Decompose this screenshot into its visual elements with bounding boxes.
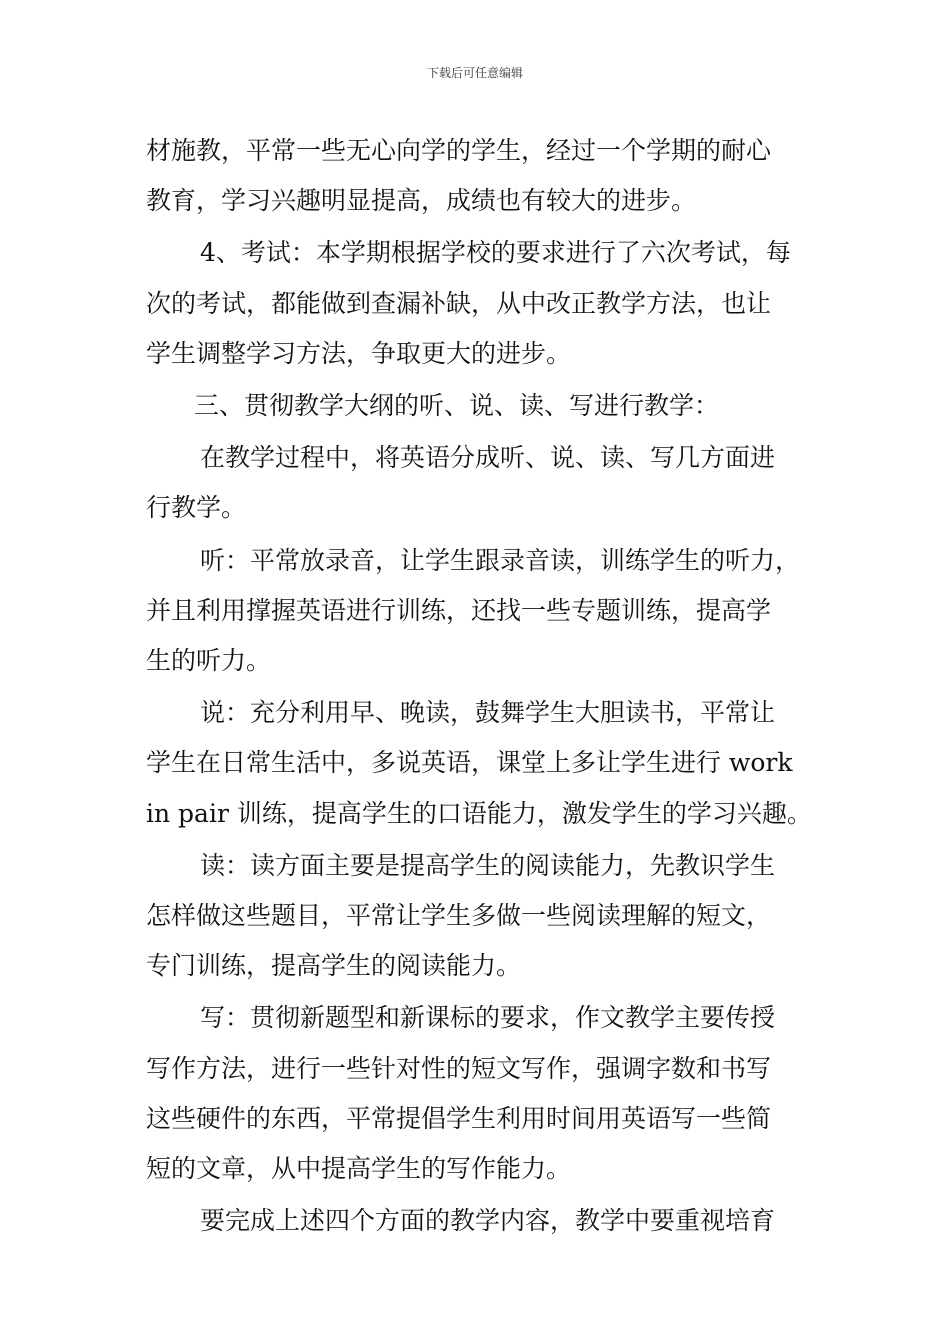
- paragraph-line: 并且利用撑握英语进行训练，还找一些专题训练，提高学: [146, 595, 772, 625]
- section-heading: [146, 381, 816, 431]
- paragraph-line: 专门训练，提高学生的阅读能力。: [146, 951, 522, 981]
- paragraph-line: in pair 训练，提高学生的口语能力，激发学生的学习兴趣。: [146, 798, 812, 828]
- paragraph-listening: [146, 536, 816, 687]
- paragraph-line: 写作方法，进行一些针对性的短文写作，强调字数和书写: [146, 1053, 772, 1083]
- paragraph-final: [146, 1196, 816, 1246]
- paragraph-reading: [146, 841, 816, 992]
- paragraph-line: 学生在日常生活中，多说英语，课堂上多让学生进行 work: [146, 748, 793, 778]
- paragraph-1: [146, 126, 816, 226]
- paragraph-line: 生的听力。: [146, 646, 272, 676]
- paragraph-speaking: [146, 688, 816, 839]
- paragraph-line: 4、考试：本学期根据学校的要求进行了六次考试，每: [200, 238, 791, 268]
- paragraph-line: 材施教，平常一些无心向学的学生，经过一个学期的耐心: [146, 136, 772, 165]
- paragraph-line: 这些硬件的东西，平常提倡学生利用时间用英语写一些简: [146, 1103, 772, 1133]
- paragraph-line: 教育，学习兴趣明显提高，成绩也有较大的进步。: [146, 186, 697, 216]
- paragraph-line: 行教学。: [146, 493, 247, 523]
- paragraph-line: 听：平常放录音，让学生跟录音读，训练学生的听力，: [200, 545, 801, 575]
- paragraph-line: 在教学过程中，将英语分成听、说、读、写几方面进: [200, 443, 776, 473]
- document-body: [146, 126, 816, 1248]
- page-header: 下载后可任意编辑: [426, 66, 523, 80]
- paragraph-line: 怎样做这些题目，平常让学生多做一些阅读理解的短文，: [146, 901, 772, 931]
- paragraph-line: 读：读方面主要是提高学生的阅读能力，先教识学生: [200, 850, 776, 880]
- paragraph-writing: [146, 993, 816, 1194]
- paragraph-line: 次的考试，都能做到查漏补缺，从中改正教学方法，也让: [146, 288, 772, 318]
- paragraph-line: 短的文章，从中提高学生的写作能力。: [146, 1154, 572, 1184]
- paragraph-line: 要完成上述四个方面的教学内容，教学中要重视培育: [200, 1206, 776, 1236]
- paragraph-line: 说：充分利用早、晚读，鼓舞学生大胆读书，平常让: [200, 698, 776, 728]
- paragraph-2: [146, 228, 816, 379]
- paragraph-line: 写：贯彻新题型和新课标的要求，作文教学主要传授: [200, 1003, 776, 1033]
- paragraph-line: 三、贯彻教学大纲的听、说、读、写进行教学：: [194, 391, 720, 421]
- paragraph-line: 学生调整学习方法，争取更大的进步。: [146, 338, 572, 368]
- paragraph-3: [146, 433, 816, 533]
